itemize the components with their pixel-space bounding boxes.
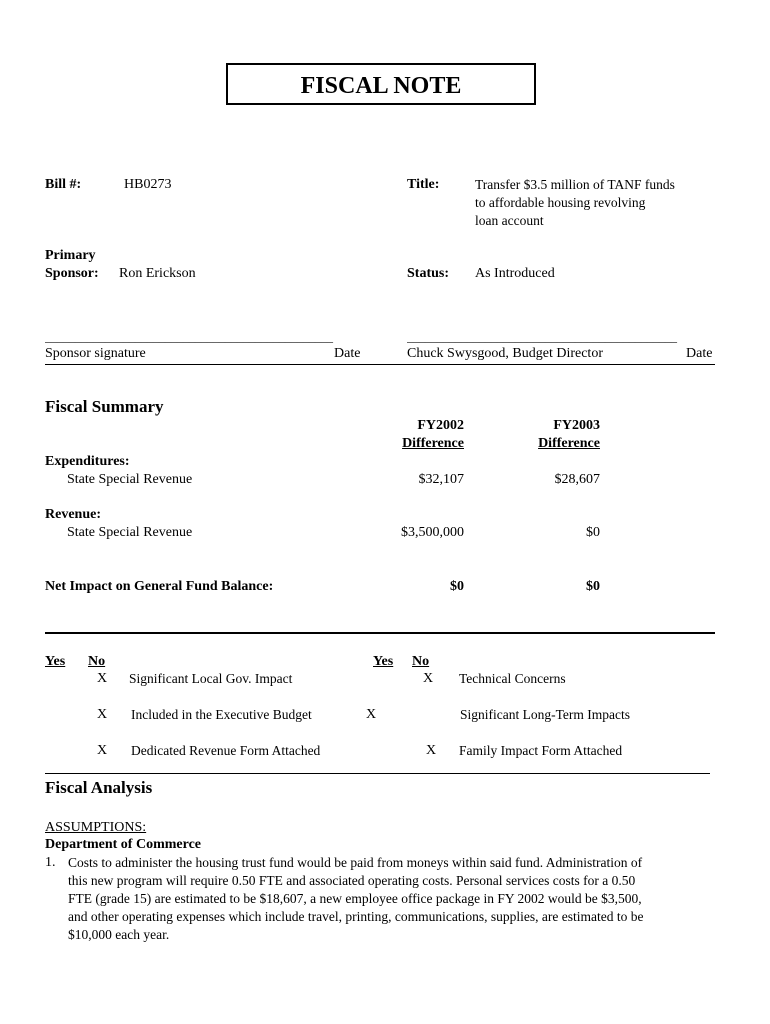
- right-yes-header: Yes: [373, 654, 394, 669]
- analysis-line-1: Costs to administer the housing trust fund would be paid from moneys within said fund. Administration of: [68, 855, 643, 870]
- fy2002-header: FY2002: [417, 418, 464, 433]
- sponsor-label: Sponsor:: [45, 266, 99, 281]
- net-impact-fy2002: $0: [450, 579, 464, 594]
- director-date-caption: Date: [686, 346, 713, 361]
- right-item-3-label: Family Impact Form Attached: [459, 743, 623, 758]
- sponsor-date-caption: Date: [334, 346, 361, 361]
- title-line-1: Transfer $3.5 million of TANF funds: [475, 177, 675, 192]
- department-heading: Department of Commerce: [45, 837, 202, 852]
- analysis-line-4: and other operating expenses which include travel, printing, communications, supplies, are estimated to be: [68, 909, 644, 924]
- left-item-3-mark: X: [97, 743, 108, 758]
- status-label: Status:: [407, 266, 450, 281]
- right-item-2-label: Significant Long-Term Impacts: [460, 707, 631, 722]
- analysis-line-2: this new program will require 0.50 FTE and associated operating costs. Personal services costs for a 0.50: [68, 873, 636, 888]
- revenue-fy2002: $3,500,000: [401, 525, 464, 540]
- fy2003-header: FY2003: [553, 418, 600, 433]
- title-label: Title:: [407, 177, 440, 192]
- sponsor-signature-caption: Sponsor signature: [45, 346, 146, 361]
- title-line-2: to affordable housing revolving: [475, 195, 646, 210]
- status-value: As Introduced: [475, 266, 555, 281]
- left-no-header: No: [88, 654, 106, 669]
- assumptions-heading: ASSUMPTIONS:: [45, 820, 147, 835]
- checklist-divider: [45, 773, 710, 774]
- right-item-1-mark: X: [423, 671, 434, 686]
- sponsor-signature-line: ________________________________________________: [45, 330, 333, 344]
- expenditures-fy2002: $32,107: [418, 472, 464, 487]
- net-impact-label: Net Impact on General Fund Balance:: [45, 579, 274, 594]
- revenue-row-label: State Special Revenue: [67, 525, 193, 540]
- bill-number-label: Bill #:: [45, 177, 82, 192]
- page-title: FISCAL NOTE: [226, 63, 536, 105]
- right-item-2-mark: X: [366, 707, 377, 722]
- title-line-3: loan account: [475, 213, 544, 228]
- analysis-line-3: FTE (grade 15) are estimated to be $18,607, a new employee office package in FY 2002 would be $3,500,: [68, 891, 642, 906]
- left-item-1-mark: X: [97, 671, 108, 686]
- fiscal-summary-heading: Fiscal Summary: [45, 397, 164, 416]
- left-yes-header: Yes: [45, 654, 66, 669]
- left-item-3-label: Dedicated Revenue Form Attached: [131, 743, 321, 758]
- right-no-header: No: [412, 654, 430, 669]
- expenditures-fy2003: $28,607: [554, 472, 600, 487]
- left-item-2-label: Included in the Executive Budget: [131, 707, 312, 722]
- left-item-2-mark: X: [97, 707, 108, 722]
- fy2003-subheader: Difference: [538, 436, 600, 451]
- signature-divider: [45, 364, 715, 365]
- director-signature-line: _____________________________________________: [407, 330, 677, 344]
- bill-number: HB0273: [124, 177, 172, 192]
- net-impact-fy2003: $0: [586, 579, 600, 594]
- revenue-fy2003: $0: [586, 525, 600, 540]
- right-item-3-mark: X: [426, 743, 437, 758]
- expenditures-row-label: State Special Revenue: [67, 472, 193, 487]
- fiscal-analysis-heading: Fiscal Analysis: [45, 778, 153, 797]
- left-item-1-label: Significant Local Gov. Impact: [129, 671, 293, 686]
- expenditures-label: Expenditures:: [45, 454, 130, 469]
- primary-label: Primary: [45, 248, 96, 263]
- sponsor-name: Ron Erickson: [119, 266, 196, 281]
- director-caption: Chuck Swysgood, Budget Director: [407, 346, 603, 361]
- revenue-label: Revenue:: [45, 507, 101, 522]
- fy2002-subheader: Difference: [402, 436, 464, 451]
- summary-divider: [45, 632, 715, 634]
- analysis-line-5: $10,000 each year.: [68, 927, 170, 942]
- right-item-1-label: Technical Concerns: [459, 671, 566, 686]
- item-number: 1.: [45, 855, 56, 870]
